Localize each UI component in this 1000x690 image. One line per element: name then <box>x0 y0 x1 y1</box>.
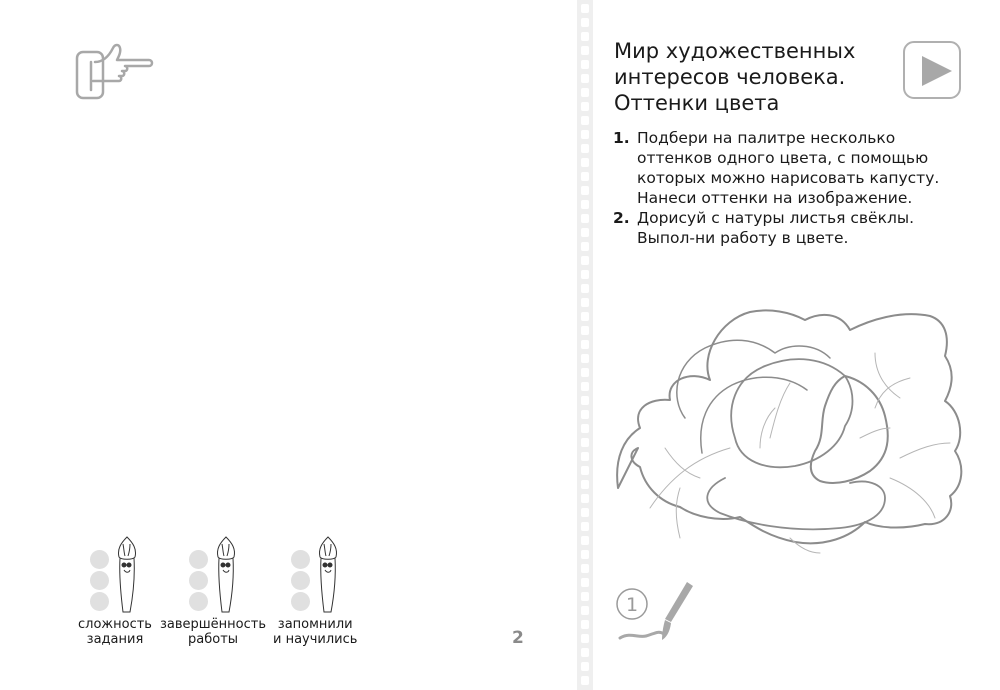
task-item <box>613 208 963 248</box>
task-number: 1. <box>613 129 630 147</box>
perforation-hole <box>581 662 589 671</box>
brush-mascot-icon <box>316 536 340 614</box>
perforation-hole <box>581 242 589 251</box>
perforation-hole <box>581 256 589 265</box>
task-text: Подбери на палитре несколько оттенков одного цвета, с помощью которых можно нарисовать капусту. Нанеси оттенки на изображение. <box>637 129 940 207</box>
perforation-hole <box>581 606 589 615</box>
perforation-hole <box>581 4 589 13</box>
perforation-hole <box>581 340 589 349</box>
perforation-hole <box>581 522 589 531</box>
rating-label: завершённость <box>160 617 267 632</box>
perforation-hole <box>581 144 589 153</box>
cabbage-illustration <box>610 278 970 582</box>
perforation-hole <box>581 312 589 321</box>
perforation-hole <box>581 634 589 643</box>
title-line: Оттенки цвета <box>614 91 780 115</box>
rating-completeness <box>160 536 266 647</box>
perforation-hole <box>581 396 589 405</box>
rating-learned <box>273 536 357 647</box>
perforation-hole <box>581 74 589 83</box>
perforation-hole <box>581 158 589 167</box>
perforation-hole <box>581 550 589 559</box>
perforated-divider <box>577 0 593 690</box>
rating-label: запомнили <box>277 617 353 632</box>
perforation-hole <box>581 648 589 657</box>
perforation-hole <box>581 326 589 335</box>
title-line: интересов человека. <box>614 65 846 89</box>
perforation-hole <box>581 382 589 391</box>
perforation-hole <box>581 424 589 433</box>
task-item <box>613 128 963 208</box>
rating-dot[interactable] <box>90 592 109 611</box>
page-title <box>614 38 894 116</box>
rating-label: и научились <box>273 632 358 647</box>
perforation-hole <box>581 18 589 27</box>
perforation-hole <box>581 494 589 503</box>
rating-label: работы <box>188 632 239 647</box>
perforation-hole <box>581 676 589 685</box>
task-list <box>613 128 963 248</box>
perforation-hole <box>581 438 589 447</box>
perforation-hole <box>581 592 589 601</box>
brush-mascot-icon <box>115 536 139 614</box>
paintbrush-icon <box>662 582 693 640</box>
perforation-hole <box>581 60 589 69</box>
perforation-hole <box>581 480 589 489</box>
step-badge <box>615 580 705 654</box>
rating-dot[interactable] <box>291 592 310 611</box>
step-number: 1 <box>625 594 639 616</box>
perforation-hole <box>581 200 589 209</box>
perforation-hole <box>581 466 589 475</box>
perforation-hole <box>581 536 589 545</box>
perforation-hole <box>581 620 589 629</box>
rating-difficulty <box>78 536 152 647</box>
perforation-hole <box>581 564 589 573</box>
rating-label: задания <box>86 632 144 647</box>
rating-dot[interactable] <box>90 571 109 590</box>
rating-dot[interactable] <box>189 571 208 590</box>
perforation-hole <box>581 354 589 363</box>
perforation-hole <box>581 172 589 181</box>
perforation-hole <box>581 368 589 377</box>
perforation-hole <box>581 508 589 517</box>
perforation-hole <box>581 32 589 41</box>
perforation-hole <box>581 186 589 195</box>
perforation-hole <box>581 102 589 111</box>
perforation-hole <box>581 298 589 307</box>
perforation-hole <box>581 284 589 293</box>
perforation-hole <box>581 452 589 461</box>
perforation-hole <box>581 228 589 237</box>
task-number: 2. <box>613 209 630 227</box>
pointing-hand-icon <box>75 40 157 106</box>
perforation-hole <box>581 578 589 587</box>
perforation-hole <box>581 46 589 55</box>
title-line: Мир художественных <box>614 39 856 63</box>
rating-dot[interactable] <box>291 571 310 590</box>
rating-dot[interactable] <box>90 550 109 569</box>
perforation-hole <box>581 214 589 223</box>
perforation-hole <box>581 130 589 139</box>
step-number-circle <box>617 589 647 619</box>
brush-mascot-icon <box>214 536 238 614</box>
rating-label: сложность <box>78 617 152 632</box>
rating-dot[interactable] <box>189 592 208 611</box>
rating-dot[interactable] <box>291 550 310 569</box>
task-text: Дорисуй с натуры листья свёклы. Выпол-ни работу в цвете. <box>637 209 915 247</box>
perforation-hole <box>581 116 589 125</box>
perforation-hole <box>581 270 589 279</box>
perforation-hole <box>581 410 589 419</box>
perforation-hole <box>581 88 589 97</box>
rating-dot[interactable] <box>189 550 208 569</box>
play-button[interactable] <box>903 41 961 99</box>
play-icon <box>922 56 952 86</box>
page-number: 2 <box>512 628 524 648</box>
